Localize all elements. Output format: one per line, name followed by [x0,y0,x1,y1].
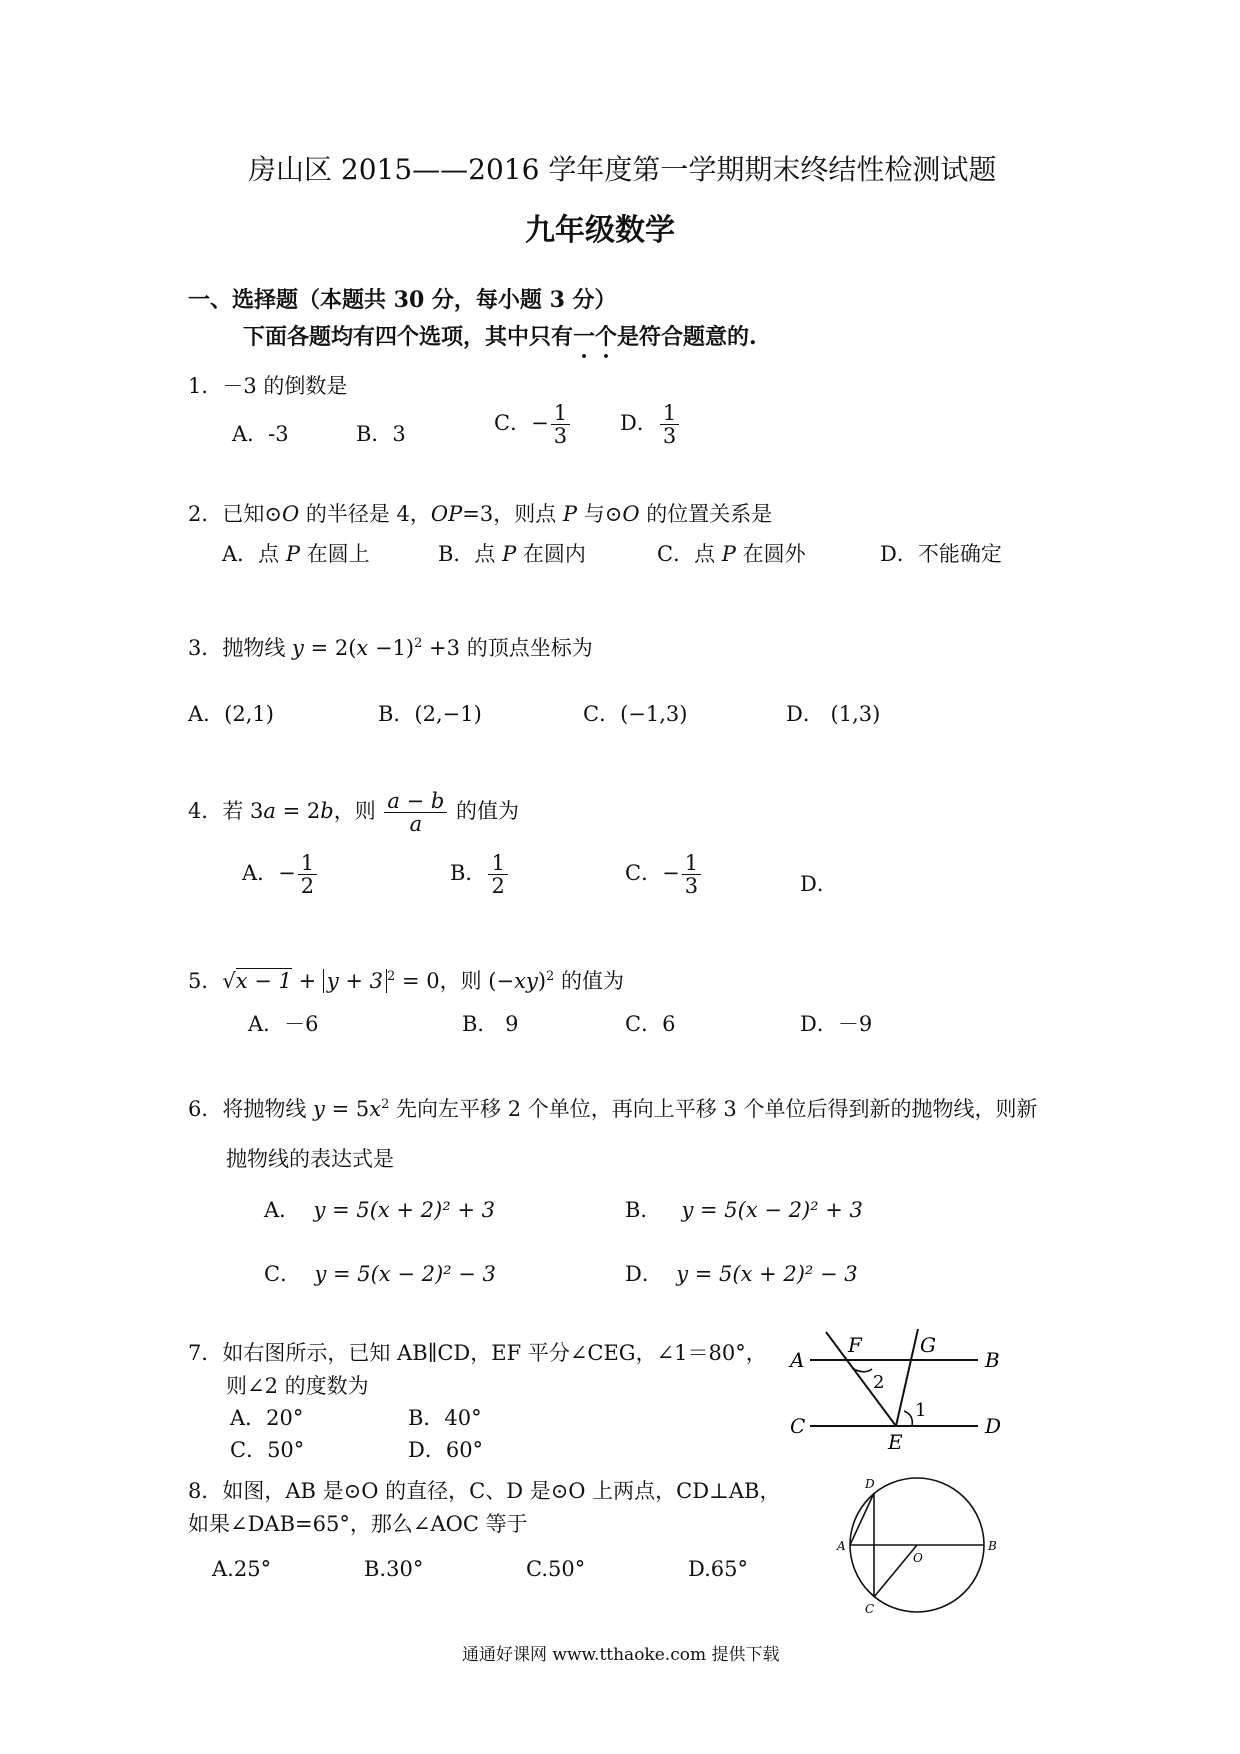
q4-stem-post: 的值为 [449,799,519,824]
label-g: G [920,1333,936,1357]
q6-stem-pre: 6．将抛物线 [188,1097,314,1121]
q5-option-b: B． 9 [462,1012,519,1036]
q4-stem-pre: 4．若 3 [188,799,264,824]
q7-option-d: D．60° [408,1438,484,1462]
q6-b-expr: y = 5(x − 2)² + 3 [681,1198,863,1222]
q6-stem-post: 先向左平移 2 个单位，再向上平移 3 个单位后得到新的抛物线，则新 [389,1097,1038,1121]
q6-option-a [264,1194,495,1224]
q6-var-y: y [313,1097,325,1121]
q4-option-d: D． [800,872,838,896]
q6-a-label: A． [264,1198,301,1222]
q6-option-d [625,1258,858,1288]
q1-option-b: B．3 [356,422,406,446]
q2-a-post: 在圆上 [299,542,370,566]
q7-stem: 7．如右图所示，已知 AB∥CD，EF 平分∠CEG，∠1＝80°， [188,1341,767,1365]
q2-c-pre: C．点 [657,542,722,566]
q3-var-x: x [356,636,369,660]
q1-option-c-label: C． [494,411,532,436]
q4-option-b [450,852,510,897]
footer-source: 通通好课网 www.tthaoke.com 提供下载 [462,1645,780,1665]
q2-option-b [438,538,586,568]
fraction-numerator: 1 [488,852,507,875]
q3-stem-post: 的顶点坐标为 [460,636,593,660]
subject-title: 九年级数学 [525,213,675,248]
q5-stem [188,965,624,995]
q2-var-o2: O [622,502,640,526]
instruction-post: 是符合题意的. [617,324,757,350]
label-angle-1: 1 [915,1400,927,1421]
angle-1-arc [904,1411,912,1426]
instruction-emphasis: 一个 [573,324,618,350]
exam-title: 房山区 2015——2016 学年度第一学期期末终结性检测试题 [248,153,997,186]
q3-eq1: = 2( [303,636,357,660]
q3-stem-pre: 3．抛物线 [188,636,293,660]
q4-b-fraction [488,852,507,897]
section-instruction [243,320,757,363]
segment-oc [874,1545,917,1597]
q2-b-pre: B．点 [438,542,503,566]
q5-stem-post: 的值为 [554,969,624,993]
q5-close: ) [537,969,547,993]
q6-c-expr: y = 5(x − 2)² − 3 [314,1262,496,1286]
q6-b-label: B． [625,1198,662,1222]
q3-eq2: −1) [368,636,415,660]
q2-b-post: 在圆内 [516,542,586,566]
q6-stem-line2: 抛物线的表达式是 [226,1147,394,1171]
q2-stem-pre: 2．已知⊙ [188,502,282,526]
q1-option-c-sign: − [531,411,549,436]
q8-option-c: C.50° [526,1557,586,1581]
label-a: A [837,1539,846,1553]
q2-c-var: P [721,542,736,566]
q3-var-y: y [292,636,304,660]
label-angle-2: 2 [873,1372,885,1393]
q2-var-op: OP [430,502,463,526]
q6-option-b [625,1194,863,1224]
fraction-denominator: 3 [662,424,677,449]
q3-option-b: B．(2,−1) [378,702,482,726]
q1-stem: 1．－3 的倒数是 [188,374,348,398]
q3-option-c: C．(−1,3) [583,702,688,726]
q5-sqrt-body: x − 1 [235,969,292,993]
q4-var-a: a [263,799,276,824]
q5-exponent: 2 [387,969,396,984]
fraction-numerator: 1 [298,852,317,875]
q5-abs-body: y + 3 [323,969,387,993]
fraction-numerator: 1 [682,852,701,875]
q5-option-c: C．6 [625,1012,676,1036]
q2-option-a [222,538,370,568]
label-f: F [848,1333,862,1357]
q4-c-fraction [682,852,701,897]
fraction-denominator: 3 [553,424,568,449]
sqrt-symbol: √ [222,969,236,993]
q7-option-c: C．50° [230,1438,305,1462]
q3-exponent: 2 [414,636,423,651]
q2-var-o: O [281,502,300,526]
q4-option-a [242,852,319,897]
q4-a-label: A． [242,861,279,886]
q2-option-c [657,538,806,568]
q6-stem [188,1093,1037,1123]
q6-exponent: 2 [381,1097,390,1112]
q5-plus: + [291,969,323,993]
q2-stem-mid: 的半径是 4， [299,502,431,526]
q3-eq3: +3 [422,636,461,660]
q7-stem-line2: 则∠2 的度数为 [226,1374,369,1398]
q8-stem: 8．如图，AB 是⊙O 的直径，C、D 是⊙O 上两点，CD⊥AB， [188,1479,781,1503]
label-c: C [865,1602,875,1616]
q5-stem-pre: 5． [188,969,223,993]
q3-option-a: A．(2,1) [188,702,274,726]
fraction-numerator: a − b [384,790,447,813]
q6-d-expr: y = 5(x + 2)² − 3 [676,1262,858,1286]
q1-option-d-fraction [660,402,679,447]
q1-option-c [494,402,572,447]
q8-option-d: D.65° [688,1557,748,1581]
q2-option-d: D．不能确定 [880,542,1002,566]
fraction-denominator: a [409,812,423,837]
q4-stem-mid: ，则 [333,799,383,824]
q1-option-a: A．-3 [232,422,289,446]
q7-figure [780,1325,1020,1450]
q2-stem [188,498,772,528]
label-b: B [985,1348,1000,1372]
segment-ad [850,1493,874,1545]
fraction-denominator: 2 [491,874,505,899]
q1-option-c-fraction [551,402,570,447]
fraction-denominator: 2 [300,874,315,899]
q4-c-label: C． [625,861,663,886]
q4-stem [188,790,519,835]
q5-option-d: D．－9 [800,1012,873,1036]
q2-c-post: 在圆外 [735,542,806,566]
q6-a-expr: y = 5(x + 2)² + 3 [313,1198,495,1222]
label-d: D [985,1414,1002,1438]
q7-option-b: B．40° [408,1406,482,1430]
q6-c-label: C． [264,1262,302,1286]
fraction-numerator: 1 [551,402,570,425]
q2-a-pre: A．点 [222,542,286,566]
q4-option-c [625,852,703,897]
q2-stem-mid2: =3，则点 [462,502,563,526]
q8-stem-line2: 如果∠DAB=65°，那么∠AOC 等于 [188,1512,528,1536]
label-d: D [865,1477,875,1491]
q5-option-a: A．－6 [248,1012,319,1036]
q2-a-var: P [285,542,300,566]
q2-stem-mid3: 与⊙ [577,502,623,526]
q1-option-d [620,402,681,447]
q2-stem-post: 的位置关系是 [639,502,773,526]
fraction-denominator: 3 [684,874,699,899]
q6-option-c [264,1258,496,1288]
q8-option-b: B.30° [364,1557,424,1581]
q4-c-sign: − [662,861,680,886]
q4-eq: = 2 [275,799,321,824]
label-c: C [790,1414,806,1438]
q4-var-b: b [320,799,334,824]
q7-option-a: A．20° [230,1406,304,1430]
q4-a-fraction [298,852,317,897]
label-e: E [888,1430,903,1450]
q6-eq: = 5 [324,1097,370,1121]
q5-eq: = 0，则 (− [395,969,515,993]
instruction-pre: 下面各题均有四个选项，其中只有 [243,324,574,350]
q4-fraction [384,790,447,835]
q4-b-label: B． [450,861,487,886]
q2-var-p: P [562,502,578,526]
label-o: O [913,1551,923,1565]
q1-option-d-label: D． [620,411,658,436]
section-heading: 一、选择题（本题共 30 分，每小题 3 分） [188,287,617,313]
label-b: B [988,1539,997,1553]
q3-stem [188,632,593,662]
q6-d-label: D． [625,1262,663,1286]
q3-option-d: D． (1,3) [786,702,881,726]
q4-a-sign: − [278,861,296,886]
q8-figure [825,1470,1005,1620]
q5-var-xy: xy [514,969,538,993]
q2-b-var: P [502,542,517,566]
q5-exponent2: 2 [546,969,555,984]
fraction-numerator: 1 [660,402,679,425]
q8-option-a: A.25° [212,1557,272,1581]
label-a: A [790,1348,805,1372]
q6-var-x: x [369,1097,382,1121]
